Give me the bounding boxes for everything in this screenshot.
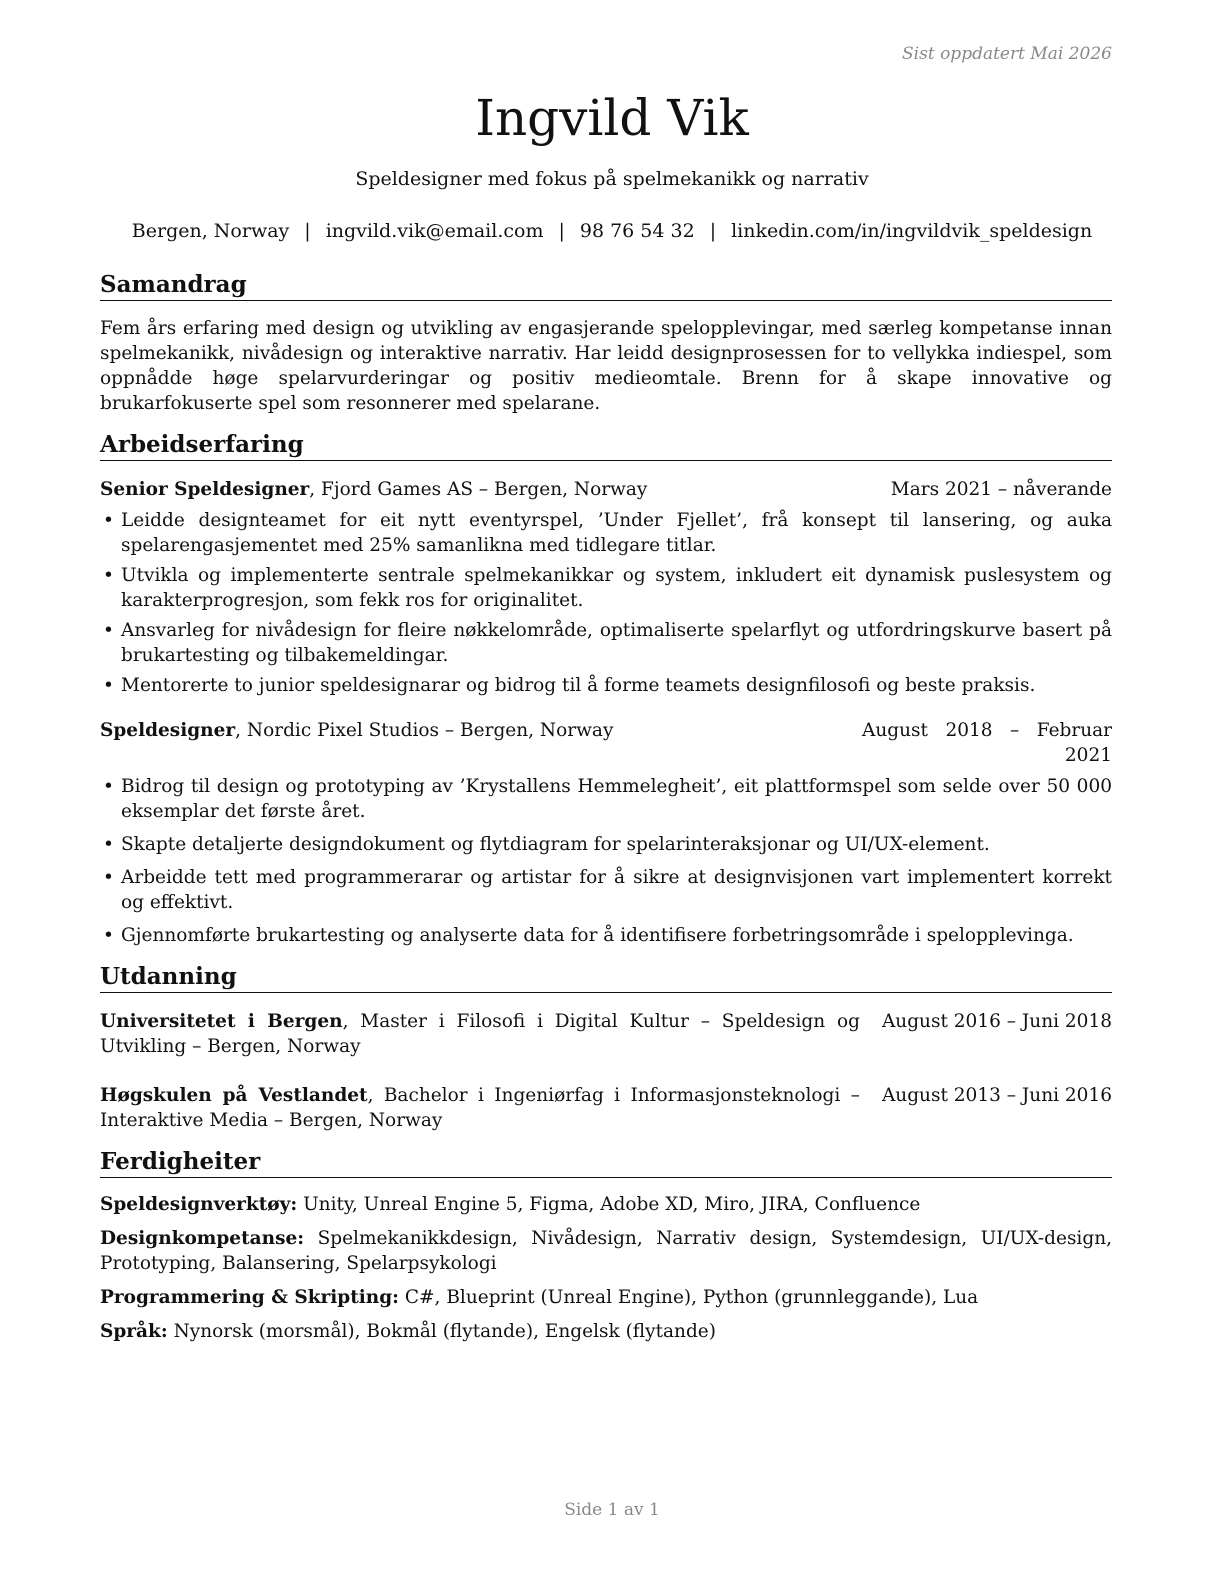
education-dates: August 2016 – Juni 2018 — [881, 1011, 1112, 1032]
summary-text: Fem års erfaring med design og utvikling av engasjerande spelopplevingar, med særleg kompetanse innan spelmekanikk, nivådesign og interaktive narrativ. Har leidd designprosessen for to vellykka indiespel, som oppnådde høge spelarvurderingar og positiv medieomtale. Brenn for å skape innovative og brukarfokuserte spel som resonnerer med spelarane. — [100, 318, 1112, 414]
summary-section — [100, 270, 1112, 416]
job-bullets — [100, 774, 1112, 948]
skill-value: Unity, Unreal Engine 5, Figma, Adobe XD, Miro, JIRA, Confluence — [297, 1194, 921, 1215]
page-number: Side 1 av 1 — [564, 1500, 660, 1520]
education-dates: August 2013 – Juni 2016 — [881, 1085, 1112, 1106]
experience-section — [100, 430, 1112, 948]
job-bullets — [100, 508, 1112, 698]
contact-email[interactable]: ingvild.vik@email.com — [325, 220, 544, 242]
job-dates: Mars 2021 – nåverande — [890, 479, 1112, 500]
contact-line — [0, 218, 1224, 244]
skill-value: C#, Blueprint (Unreal Engine), Python (grunnleggande), Lua — [399, 1287, 979, 1308]
school-name: Universitetet i Bergen — [100, 1011, 343, 1032]
job-company: , Fjord Games AS – Bergen, Norway — [309, 479, 648, 500]
list-item: • Leidde designteamet for eit nytt eventyrspel, ’Under Fjellet’, frå konsept til lansering, og auka spelarengasjementet med 25% samanlikna med tidlegare titlar. — [100, 508, 1112, 558]
job-entry — [100, 477, 1112, 698]
job-header — [100, 477, 1112, 502]
contact-linkedin[interactable]: linkedin.com/in/ingvildvik_speldesign — [731, 220, 1093, 242]
skill-label: Designkompetanse: — [100, 1228, 305, 1249]
education-section — [100, 962, 1112, 1133]
education-entry — [100, 1009, 1112, 1059]
list-item: • Ansvarleg for nivådesign for fleire nøkkelområde, optimaliserte spelarflyt og utfordringskurve basert på brukartesting og tilbakemeldingar. — [100, 618, 1112, 668]
job-title: Speldesigner — [100, 720, 236, 741]
skill-row — [100, 1192, 1112, 1217]
education-entry — [100, 1083, 1112, 1133]
list-item: • Skapte detaljerte designdokument og flytdiagram for spelarinteraksjonar og UI/UX-element. — [100, 832, 1112, 857]
last-updated: Sist oppdatert Mai 2026 — [902, 44, 1112, 64]
section-heading: Ferdigheiter — [100, 1147, 1112, 1178]
list-item: • Arbeidde tett med programmerarar og artistar for å sikre at designvisjonen vart implementert korrekt og effektivt. — [100, 865, 1112, 915]
job-header — [100, 718, 1112, 768]
list-item: • Gjennomførte brukartesting og analyserte data for å identifisere forbetringsområde i spelopplevinga. — [100, 923, 1112, 948]
separator: | — [709, 220, 717, 242]
job-title: Senior Speldesigner — [100, 479, 310, 500]
section-heading: Samandrag — [100, 270, 1112, 301]
job-entry — [100, 718, 1112, 948]
skill-row — [100, 1319, 1112, 1344]
section-heading: Utdanning — [100, 962, 1112, 993]
skill-label: Speldesignverktøy: — [100, 1194, 298, 1215]
person-name: Ingvild Vik — [475, 89, 749, 147]
skill-label: Programmering & Skripting: — [100, 1287, 400, 1308]
list-item: • Bidrog til design og prototyping av ’Krystallens Hemmelegheit’, eit plattformspel som selde over 50 000 eksemplar det første året. — [100, 774, 1112, 824]
degree-detail: , Master i Filosofi i Digital Kultur – Speldesign og Utvikling – Bergen, Norway — [100, 1011, 860, 1057]
separator: | — [558, 220, 565, 242]
job-company: , Nordic Pixel Studios – Bergen, Norway — [235, 720, 614, 741]
list-item: • Mentorerte to junior speldesignarar og bidrog til å forme teamets designfilosofi og beste praksis. — [100, 673, 1112, 698]
separator: | — [304, 220, 311, 242]
skill-value: Nynorsk (morsmål), Bokmål (flytande), Engelsk (flytande) — [167, 1321, 716, 1342]
list-item: • Utvikla og implementerte sentrale spelmekanikkar og system, inkludert eit dynamisk puslesystem og karakterprogresjon, som fekk ros for originalitet. — [100, 563, 1112, 613]
contact-location: Bergen, Norway — [131, 220, 290, 242]
skill-value: Spelmekanikkdesign, Nivådesign, Narrativ design, Systemdesign, UI/UX-design, Prototyping, Balansering, Spelarpsykologi — [100, 1228, 1112, 1274]
resume-content — [100, 270, 1112, 1344]
job-dates: August 2018 – Februar 2021 — [862, 720, 1112, 766]
skill-row — [100, 1285, 1112, 1310]
degree-detail: , Bachelor i Ingeniørfag i Informasjonsteknologi – Interaktive Media – Bergen, Norway — [100, 1085, 860, 1131]
tagline: Speldesigner med fokus på spelmekanikk og narrativ — [355, 168, 869, 190]
skill-row — [100, 1226, 1112, 1276]
contact-phone: 98 76 54 32 — [579, 220, 695, 242]
skill-label: Språk: — [100, 1321, 168, 1342]
school-name: Høgskulen på Vestlandet — [100, 1085, 368, 1106]
skills-section — [100, 1147, 1112, 1344]
section-heading: Arbeidserfaring — [100, 430, 1112, 461]
